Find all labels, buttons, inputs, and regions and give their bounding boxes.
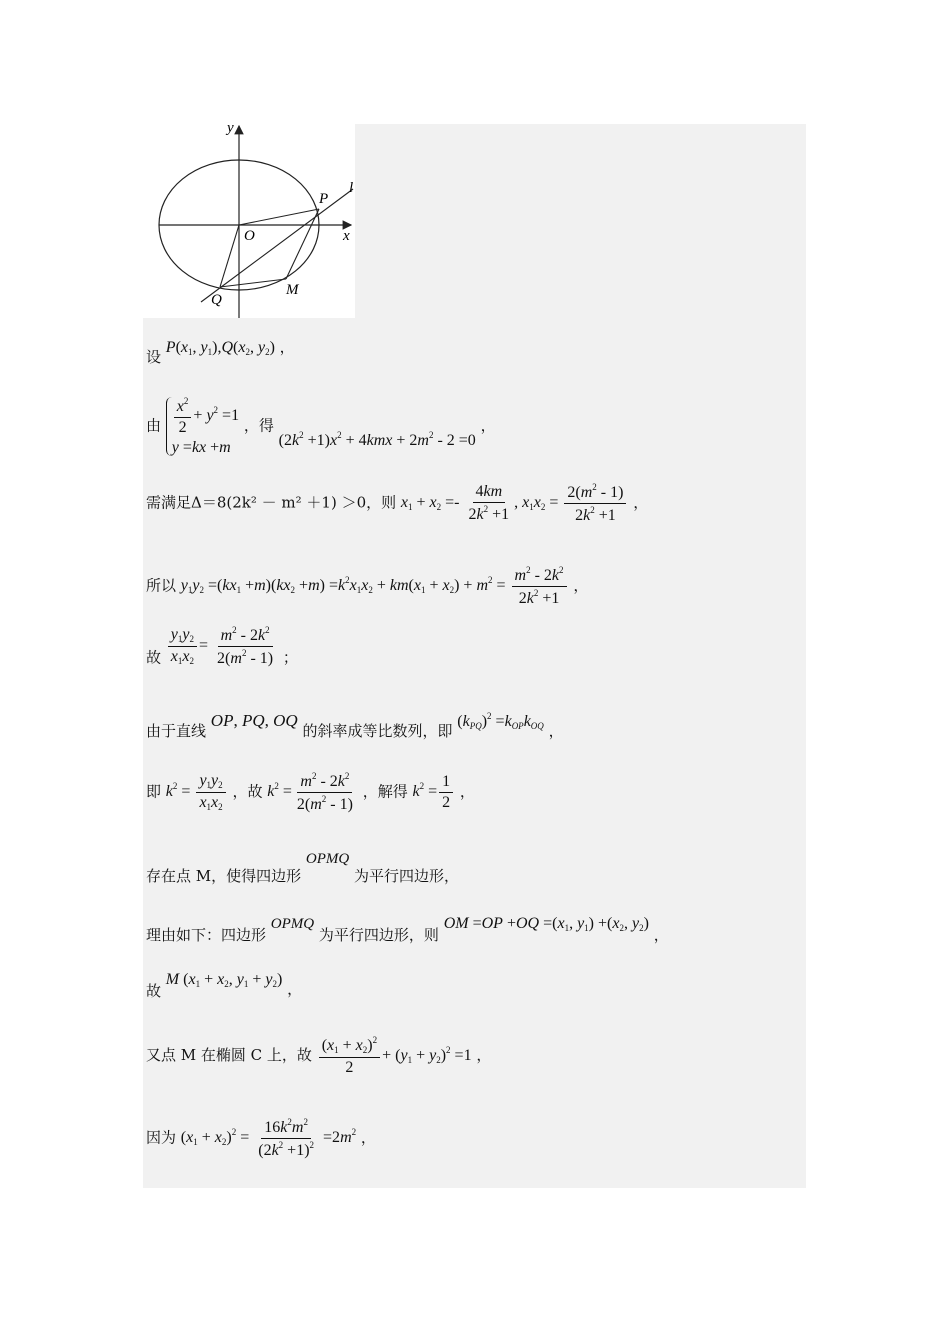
line-12 bbox=[146, 1118, 376, 1159]
line-6 bbox=[146, 712, 564, 739]
k-squared-formula-2: $k^2$ = $\frac{m^2 - 2k^2}{2(m^2 - 1)}$ bbox=[267, 771, 353, 813]
quadratic-formula: $(2k^2 +1)x^2 + 4kmx + 2m^2 - 2 =0$ bbox=[278, 429, 476, 449]
points-pq-formula: $P(x_1$, $y_1),Q(x_2$, $y_2$) bbox=[165, 339, 275, 357]
line-8 bbox=[146, 851, 459, 884]
line-5-lead: 故 bbox=[146, 648, 162, 667]
line-10-tail: ， bbox=[287, 980, 303, 998]
line-7 bbox=[146, 772, 475, 813]
line-9-mid: 为平行四边形，则 bbox=[318, 926, 439, 944]
line-2-mid: ，得 bbox=[243, 416, 274, 435]
line-12-lead: 因为 bbox=[146, 1128, 177, 1147]
line-3 bbox=[146, 483, 648, 524]
y1y2-formula: $y_1y_2 =(kx_1 +m)(kx_2 +m) =k^2x_1x_2 + km(x_1 + x_2) + m^2$ = $\frac{m^2 - 2k^2}{2k^2 +1}$ bbox=[181, 577, 569, 594]
line-6-mid: 的斜率成等比数列，即 bbox=[302, 722, 453, 740]
line-1-lead: 设 bbox=[146, 348, 162, 366]
line-4 bbox=[146, 566, 588, 607]
label-p: P bbox=[319, 191, 329, 207]
label-m: M bbox=[286, 282, 299, 298]
k-squared-solution: $k^2$ = $\frac{1}{2}$ bbox=[413, 783, 456, 800]
line-7-mid: ，故 bbox=[232, 782, 263, 801]
quad-opmq: OPMQ bbox=[305, 851, 350, 867]
ellipse-figure bbox=[143, 116, 355, 318]
line-5 bbox=[146, 626, 298, 667]
system-formula: $\frac{x^2}{2}$ + $y^2 =1$ y =kx +m bbox=[166, 397, 239, 456]
slope-relation-formula: $(k_{PQ})^2 =k_{OP}k_{OQ}$ bbox=[457, 711, 544, 731]
lines-op-pq-oq: OP, PQ, OQ bbox=[210, 711, 298, 730]
line-l bbox=[201, 189, 353, 302]
line-3-lead: 需满足Δ＝8(2k² － m² ＋1) ＞0，则 bbox=[146, 493, 397, 512]
line-5-tail: ； bbox=[282, 648, 298, 667]
k-squared-formula-1: $k^2$ = $\frac{y_1y_2}{x_1x_2}$ bbox=[166, 783, 228, 800]
line-9-lead: 理由如下：四边形 bbox=[146, 926, 267, 944]
line-7-lead: 即 bbox=[146, 782, 162, 801]
quad-opmq-2: OPMQ bbox=[270, 916, 315, 932]
ellipse-diagram bbox=[143, 116, 355, 318]
line-12-tail: ， bbox=[360, 1128, 376, 1147]
segment-pm bbox=[286, 209, 319, 279]
label-y: y bbox=[227, 120, 234, 136]
vector-sum-formula: OM $=OP +OQ =(x_1$, $y_1) +(x_2$, $y_2$) bbox=[443, 915, 649, 933]
line-6-lead: 由于直线 bbox=[146, 722, 207, 740]
line-11-tail: ， bbox=[476, 1046, 492, 1064]
line-11 bbox=[146, 1036, 491, 1076]
line-8-tail: 为平行四边形， bbox=[354, 867, 460, 885]
ratio-formula: $\frac{y_1y_2}{x_1x_2}$ = $\frac{m^2 - 2k^2}{2(m^2 - 1)}$ bbox=[166, 637, 278, 654]
line-10 bbox=[146, 972, 302, 999]
label-q: Q bbox=[211, 292, 222, 308]
line-7-mid2: ，解得 bbox=[362, 782, 408, 801]
line-6-tail: ， bbox=[548, 722, 564, 740]
line-7-tail: ， bbox=[459, 782, 475, 801]
segment-oq bbox=[220, 225, 239, 287]
vieta-formula: $x_1 + x_2$ =- $\frac{4km}{2k^2 +1}$ , $x_1x_2$ = $\frac{2(m^2 - 1)}{2k^2 +1}$ bbox=[401, 494, 629, 511]
line-2 bbox=[146, 397, 496, 456]
point-m-formula: M ($x_1 + x_2$, $y_1 + y_2$) bbox=[165, 971, 283, 989]
line-3-tail: ， bbox=[633, 493, 649, 512]
line-1-tail: ， bbox=[279, 338, 295, 356]
line-11-lead: 又点 M 在椭圆 C 上，故 bbox=[146, 1046, 312, 1064]
ellipse-check-formula: $\frac{(x_1 + x_2)^2}{2}$ + $(y_1 + y_2)^2 =1$ bbox=[317, 1047, 472, 1064]
line-2-lead: 由 bbox=[146, 416, 162, 435]
line-2-tail: ， bbox=[480, 416, 496, 435]
line-10-lead: 故 bbox=[146, 982, 162, 1000]
sum-squared-formula: $(x_1 + x_2)^2$ = $\frac{16k^2m^2}{(2k^2 +1)^2}$ $=2m^2$ bbox=[180, 1117, 357, 1159]
label-o: O bbox=[244, 228, 255, 244]
line-4-tail: ， bbox=[573, 576, 589, 595]
line-1 bbox=[146, 340, 295, 365]
line-4-lead: 所以 bbox=[146, 576, 177, 595]
line-9 bbox=[146, 916, 669, 943]
label-x: x bbox=[343, 228, 350, 244]
line-9-tail: ， bbox=[653, 926, 669, 944]
line-8-lead: 存在点 M，使得四边形 bbox=[146, 867, 302, 885]
label-l: l bbox=[349, 180, 354, 196]
